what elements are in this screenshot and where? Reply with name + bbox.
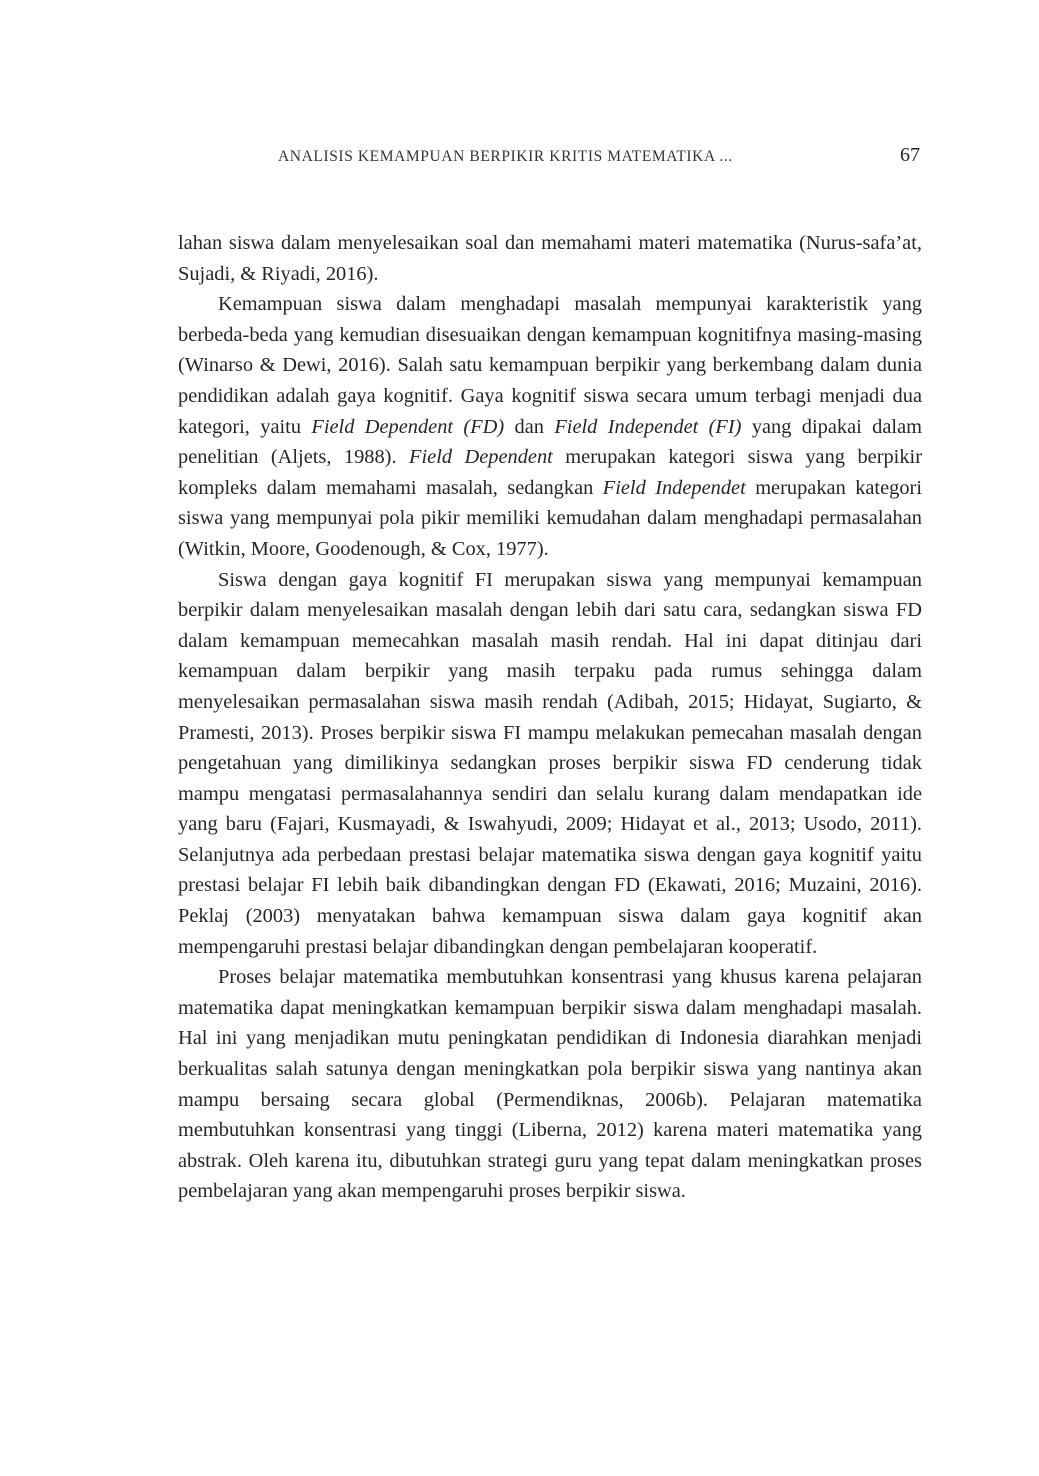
term-field-dependent-fd: Field Dependent (FD) xyxy=(311,415,505,438)
running-header xyxy=(178,144,922,172)
paragraph-4 xyxy=(178,962,922,1207)
text-segment: lahan siswa dalam menyelesaikan soal dan memahami materi matematika (Nurus-safa’at, Sujadi, & Riyadi, 2016). xyxy=(178,232,922,285)
term-field-independet: Field Independet xyxy=(602,476,746,499)
text-segment: dan xyxy=(504,415,555,438)
text-segment: Siswa dengan gaya kognitif FI merupakan siswa yang mempunyai kemampuan berpikir dalam menyelesaikan masalah dengan lebih dari satu cara, sedangkan siswa FD dalam kemampuan memecahkan masalah masih rendah. Hal ini dapat ditinjau dari kemampuan dalam berpikir yang masih terpaku pada rumus sehingga dalam menyelesaikan permasalahan siswa masih rendah (Adibah, 2015; Hidayat, Sugiarto, & Pramesti, 2013). Proses berpikir siswa FI mampu melakukan pemecahan masalah dengan pengetahuan yang dimilikinya sedangkan proses berpikir siswa FD cenderung tidak mampu mengatasi permasalahannya sendiri dan selalu kurang dalam mendapatkan ide yang baru (Fajari, Kusmayadi, & Iswahyudi, 2009; Hidayat et al., 2013; Usodo, 2011). Selanjutnya ada perbedaan prestasi belajar matematika siswa dengan gaya kognitif yaitu prestasi belajar FI lebih baik dibandingkan dengan FD (Ekawati, 2016; Muzaini, 2016). Peklaj (2003) menyatakan bahwa kemampuan siswa dalam gaya kognitif akan mempengaruhi prestasi belajar dibandingkan dengan pembelajaran kooperatif. xyxy=(178,568,922,958)
text-segment: Kemampuan siswa dalam menghadapi masalah mempunyai karakteristik yang berbeda-beda yang kemudian disesuaikan dengan kemampuan kognitifnya masing-masing (Winarso & Dewi, 2016). Salah satu kemampuan berpikir yang berkembang dalam dunia pendidikan adalah gaya kognitif. Gaya kognitif siswa secara umum terbagi menjadi dua kategori, yaitu xyxy=(178,293,922,438)
term-field-independet-fi: Field Independet (FI) xyxy=(554,415,742,438)
paragraph-2 xyxy=(178,289,922,564)
paragraph-3 xyxy=(178,565,922,963)
text-segment: Proses belajar matematika membutuhkan konsentrasi yang khusus karena pelajaran matematika dapat meningkatkan kemampuan berpikir siswa dalam menghadapi masalah. Hal ini yang menjadikan mutu peningkatan pendidikan di Indonesia diarahkan menjadi berkualitas salah satunya dengan meningkatkan pola berpikir siswa yang nantinya akan mampu bersaing secara global (Permendiknas, 2006b). Pelajaran matematika membutuhkan konsentrasi yang tinggi (Liberna, 2012) karena materi matematika yang abstrak. Oleh karena itu, dibutuhkan strategi guru yang tepat dalam meningkatkan proses pembelajaran yang akan mempengaruhi proses berpikir siswa. xyxy=(178,966,922,1203)
paragraph-1 xyxy=(178,228,922,289)
term-field-dependent: Field Dependent xyxy=(409,446,553,469)
body-text xyxy=(178,228,922,1207)
text-segment: yang dipakai dalam penelitian (Aljets, 1988). xyxy=(178,415,922,469)
page-number: 67 xyxy=(900,144,920,166)
text-segment: merupakan kategori siswa yang berpikir kompleks dalam memahami masalah, sedangkan xyxy=(178,446,922,499)
running-title: ANALISIS KEMAMPUAN BERPIKIR KRITIS MATEMATIKA ... xyxy=(278,148,733,165)
text-segment: merupakan kategori siswa yang mempunyai pola pikir memiliki kemudahan dalam menghadapi permasalahan (Witkin, Moore, Goodenough, & Cox, 1977). xyxy=(178,476,922,560)
